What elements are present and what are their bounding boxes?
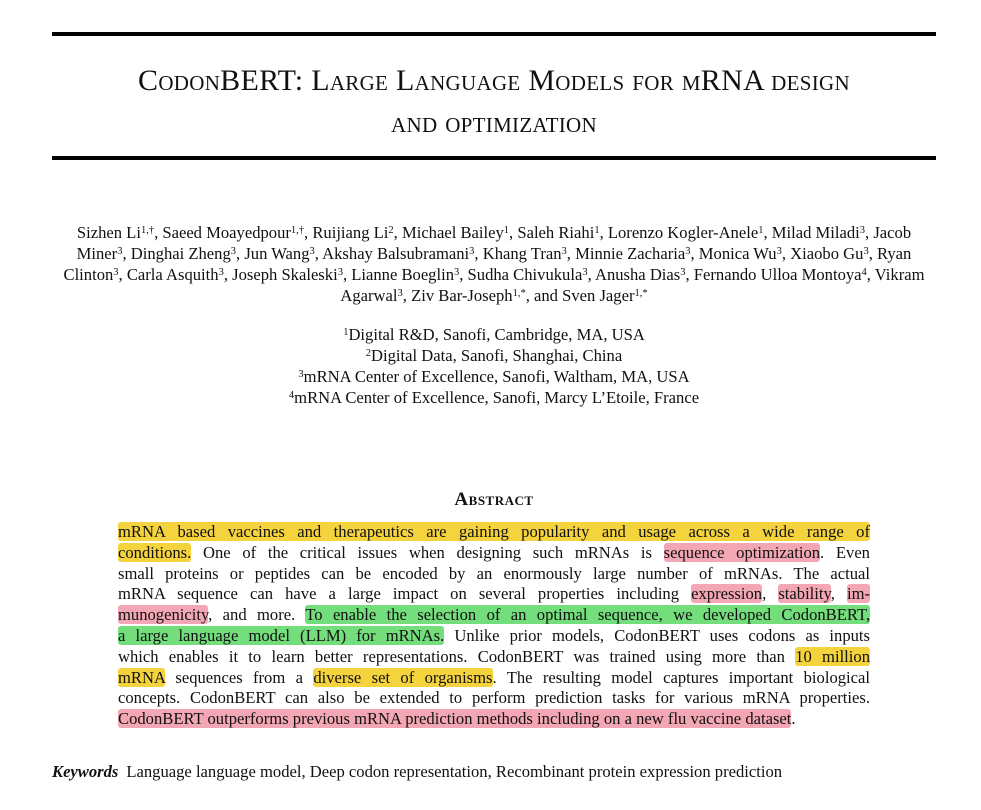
author-affiliation-mark: 3	[337, 267, 343, 278]
author	[608, 223, 764, 242]
author-affiliation-mark: 3	[230, 246, 237, 257]
author-name: Sudha Chivukula	[467, 265, 583, 284]
author-name: Lianne Boeglin	[351, 265, 454, 284]
author-affiliation-mark: 1	[503, 225, 510, 236]
author	[699, 244, 782, 263]
highlighted-text: 10 million	[795, 646, 870, 666]
keywords-line	[52, 762, 782, 782]
author-affiliation-mark: 3	[309, 246, 315, 257]
author-name: Sizhen Li	[76, 223, 141, 242]
author-affiliation-mark: 3	[680, 267, 686, 278]
author-affiliation-mark: 3	[776, 246, 782, 257]
author	[402, 223, 509, 242]
highlighted-text: To enable the selection of an optimal sequence, we developed CodonBERT,	[305, 605, 870, 625]
author-affiliation-mark: 1,*	[634, 288, 648, 299]
author-affiliation-mark: 3	[561, 246, 567, 257]
affiliation-number: 4	[288, 390, 295, 401]
author	[411, 286, 526, 305]
author-name: Ryan Clinton	[63, 244, 912, 284]
author	[517, 223, 599, 242]
author-name: Akshay Balsubramani	[322, 244, 470, 263]
author-name: Xiaobo Gu	[790, 244, 864, 263]
keywords-label: Keywords	[52, 762, 119, 781]
author-name: Lorenzo Kogler-Anele	[607, 223, 759, 242]
author-name: Saleh Riahi	[517, 223, 595, 242]
author	[483, 244, 567, 263]
abstract-line	[118, 605, 870, 626]
author-affiliation-mark: 3	[397, 288, 403, 299]
keywords-text: Language language model, Deep codon representation, Recombinant protein expression prediction	[126, 762, 783, 781]
author	[468, 265, 588, 284]
affiliation-text: Digital Data, Sanofi, Shanghai, China	[371, 346, 623, 365]
abstract-body	[118, 522, 870, 730]
affiliation	[200, 387, 788, 408]
author	[351, 265, 459, 284]
abstract-text: .	[791, 709, 796, 729]
author	[312, 223, 393, 242]
author	[322, 244, 474, 263]
affiliation	[200, 366, 788, 387]
highlighted-text: mRNA based vaccines and therapeutics are gaining popularity and usage across a wide range of	[118, 522, 870, 541]
abstract-text: small proteins or peptides can be encoded by an enormously large number of mRNAs. The actual	[118, 563, 870, 583]
author	[575, 244, 690, 263]
author-name: Carla Asquith	[126, 265, 219, 284]
author-affiliation-mark: 3	[218, 267, 224, 278]
affiliation-number: 2	[365, 348, 372, 359]
author	[127, 265, 224, 284]
author	[694, 265, 867, 284]
author	[162, 223, 304, 242]
abstract-text: Unlike prior models, CodonBERT uses codons as inputs	[444, 625, 870, 645]
abstract-text: . Even	[820, 542, 870, 562]
author-affiliation-mark: 3	[863, 246, 869, 257]
author-name: Khang Tran	[482, 244, 562, 263]
highlighted-text: conditions.	[118, 542, 192, 562]
author-affiliation-mark: 1,†	[290, 225, 305, 236]
abstract-line	[118, 584, 870, 605]
highlighted-text: sequence optimization	[663, 542, 821, 562]
highlighted-text: munogenicity	[118, 605, 209, 625]
author-name: Saeed Moayedpour	[162, 223, 291, 242]
author-affiliation-mark: 3	[117, 246, 123, 257]
affiliation-number: 1	[343, 327, 349, 338]
abstract-line	[118, 543, 870, 564]
top-rule	[52, 32, 936, 36]
author-name: Michael Bailey	[401, 223, 504, 242]
affiliation-text: mRNA Center of Excellence, Sanofi, Waltham, MA, USA	[303, 367, 690, 386]
author-affiliation-mark: 3	[582, 267, 588, 278]
title-line-1: CodonBERT: Large Language Models for mRNA design	[138, 64, 850, 97]
author	[131, 244, 236, 263]
author-name: Minnie Zacharia	[575, 244, 686, 263]
author	[244, 244, 314, 263]
author-affiliation-mark: 4	[861, 267, 867, 278]
author	[772, 223, 865, 242]
highlighted-text: diverse set of organisms	[313, 667, 493, 687]
abstract-line	[118, 668, 870, 689]
author-name: Anusha Dias	[594, 265, 681, 284]
affiliation	[200, 324, 788, 345]
abstract-text: One of the critical issues when designing such mRNAs is	[191, 542, 664, 562]
author-name: Milad Miladi	[771, 223, 860, 242]
highlighted-text: CodonBERT outperforms previous mRNA prediction methods including on a new flu vaccine dataset	[118, 709, 792, 729]
abstract-text: concepts. CodonBERT can also be extended to perform prediction tasks for various mRNA properties.	[118, 688, 870, 708]
author-name: Sven Jager	[562, 286, 635, 305]
abstract-line	[118, 564, 870, 585]
author-name: Vikram Agarwal	[340, 265, 925, 305]
abstract-line	[118, 626, 870, 647]
affiliation-number: 3	[298, 369, 304, 380]
abstract-line	[118, 647, 870, 668]
highlighted-text: stability	[778, 584, 831, 604]
highlighted-text: a large language model (LLM) for mRNAs.	[118, 625, 445, 645]
title-line-2: and optimization	[391, 106, 597, 139]
author-affiliation-mark: 1	[594, 225, 600, 236]
author	[232, 265, 343, 284]
abstract-text: which enables it to learn better representations. CodonBERT was trained using more than	[118, 646, 796, 666]
author	[562, 286, 647, 305]
affiliation-text: mRNA Center of Excellence, Sanofi, Marcy L’Etoile, France	[294, 388, 700, 407]
author-name: Jun Wang	[244, 244, 310, 263]
author-affiliation-mark: 3	[469, 246, 475, 257]
abstract-line	[118, 522, 870, 543]
author-affiliation-mark: 2	[388, 225, 394, 236]
abstract-text: , and more.	[208, 605, 306, 625]
abstract-heading: Abstract	[454, 489, 534, 510]
abstract-text: ,	[830, 584, 847, 604]
abstract-line	[118, 688, 870, 709]
affiliation	[200, 345, 788, 366]
affiliation-list	[200, 324, 788, 408]
author	[790, 244, 869, 263]
highlighted-text: mRNA	[118, 667, 166, 687]
abstract-text: mRNA sequence can have a large impact on several properties including	[118, 584, 692, 604]
author-name: Fernando Ulloa Montoya	[693, 265, 862, 284]
author-name: Jacob Miner	[76, 223, 912, 263]
author-name: Joseph Skaleski	[232, 265, 338, 284]
author-list: Sizhen $Li^{1,\dagger}$, Saeed Moayedpour$^{1,\dagger}$, Ruijiang Li$^2$, Michael Bailey$^1$, Saleh Riahi$^1$, Lorenzo Kogler-Anele$^1$, Milad Miladi$^3$, Jacob Miner$^3$, Dinghai Zheng$^3$, Jun Wang$^3$, Akshay Balsubramani$^3$, Khang Tran$^3$, Minnie Zacharia$^3$, Monica Wu$^3$, Xiaobo Gu$^3$, Ryan Clinton$^3$, Carla Asquith$^3$, Joseph Skaleski$^3$, Lianne Boeglin$^3$, Sudha Chivukula$^3$, Anusha Dias$^3$, Fernando Ulloa Montoya$^4$, Vikram Agarwal$^3$, Ziv Bar-Joseph$^{1,*}$, and Sven Jager$^{1,*}$	[63, 223, 925, 305]
abstract-text: . The resulting model captures important biological	[492, 667, 870, 687]
author-name: Monica Wu	[698, 244, 777, 263]
author-affiliation-mark: 1,*	[512, 288, 526, 299]
author-affiliation-mark: 1	[758, 225, 764, 236]
abstract-line	[118, 709, 870, 730]
author	[77, 223, 154, 242]
author-name: Dinghai Zheng	[130, 244, 231, 263]
abstract-text: sequences from a	[165, 667, 314, 687]
paper-title	[52, 60, 936, 144]
bottom-rule	[52, 156, 936, 160]
author	[595, 265, 686, 284]
abstract-text: ,	[762, 584, 779, 604]
highlighted-text: im-	[846, 584, 871, 604]
affiliation-text: Digital R&D, Sanofi, Cambridge, MA, USA	[348, 325, 645, 344]
author-name: Ziv Bar-Joseph	[411, 286, 513, 305]
author-name: Ruijiang Li	[312, 223, 389, 242]
author-affiliation-mark: 1,†	[140, 225, 155, 236]
author-affiliation-mark: 3	[859, 225, 866, 236]
author-affiliation-mark: 3	[685, 246, 691, 257]
author-affiliation-mark: 3	[113, 267, 119, 278]
highlighted-text: expression	[691, 584, 763, 604]
author-affiliation-mark: 3	[454, 267, 460, 278]
